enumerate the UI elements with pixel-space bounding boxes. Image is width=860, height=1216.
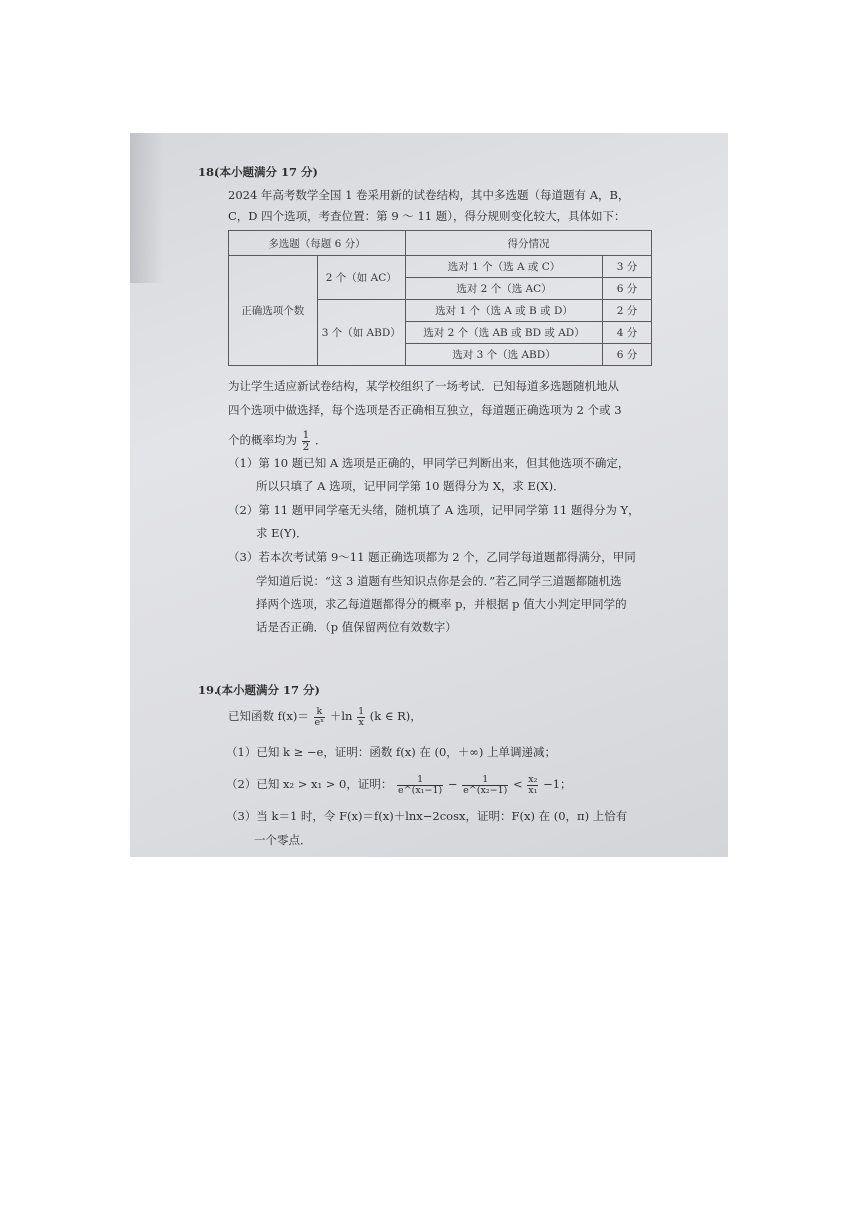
table-cell-score: 3 分 bbox=[603, 256, 652, 278]
q19-number: 19. bbox=[198, 683, 219, 697]
q18-para-line1: 为让学生适应新试卷结构，某学校组织了一场考试．已知每道多选题随机地从 bbox=[228, 379, 619, 393]
minus-sign: − bbox=[447, 777, 458, 791]
less-than-sign: < bbox=[512, 777, 523, 791]
table-cell-desc: 选对 2 个（选 AB 或 BD 或 AD） bbox=[406, 322, 603, 344]
table-row-label: 正确选项个数 bbox=[229, 256, 318, 366]
table-header-right: 得分情况 bbox=[406, 231, 652, 256]
q18-para-line3-pre: 个的概率均为 bbox=[228, 433, 297, 447]
q18-intro-line2: C，D 四个选项，考查位置：第 9 ～ 11 题），得分规则变化较大，具体如下： bbox=[228, 209, 626, 223]
table-group-3-correct: 3 个（如 ABD） bbox=[317, 300, 406, 366]
table-cell-score: 6 分 bbox=[603, 278, 652, 300]
table-cell-score: 2 分 bbox=[603, 300, 652, 322]
q18-sub3-line4: 话是否正确．（p 值保留两位有效数字） bbox=[256, 620, 457, 634]
q19-sub3-line1: （3）当 k＝1 时，令 F(x)＝f(x)＋lnx−2cosx，证明：F(x) 在 (0，π) 上恰有 bbox=[226, 809, 628, 823]
fraction-numerator: x₂ bbox=[528, 774, 538, 785]
fraction-k-over-ex bbox=[314, 707, 326, 727]
scoring-table bbox=[228, 230, 652, 366]
q18-para-line3 bbox=[228, 430, 327, 452]
table-cell-score: 4 分 bbox=[603, 322, 652, 344]
q18-para-line3-post: ． bbox=[315, 433, 327, 447]
q18-number: 18. bbox=[198, 165, 219, 179]
fraction-numerator: 1 bbox=[397, 775, 443, 786]
q19-sub2-post: −1； bbox=[543, 777, 572, 791]
q19-sub2-pre: （2）已知 x₂ > x₁ > 0，证明： bbox=[226, 777, 393, 791]
fraction-one-half bbox=[302, 430, 311, 452]
q18-sub2-line2: 求 E(Y)． bbox=[256, 526, 308, 540]
fraction-numerator: 1 bbox=[302, 429, 310, 441]
fraction-denominator: x₁ bbox=[528, 784, 538, 796]
fraction-denominator: e^(x₁−1) bbox=[398, 784, 443, 796]
q19-given bbox=[228, 707, 422, 727]
q19-sub3-line2: 一个零点． bbox=[254, 833, 312, 847]
q18-sub1-line1: （1）第 10 题已知 A 选项是正确的，甲同学已判断出来，但其他选项不确定， bbox=[228, 456, 630, 470]
table-cell-desc: 选对 2 个（选 AC） bbox=[406, 278, 603, 300]
q18-sub1-line2: 所以只填了 A 选项，记甲同学第 10 题得分为 X，求 E(X)． bbox=[256, 479, 565, 493]
q18-sub3-line2: 学知道后说：“这 3 道题有些知识点你是会的．”若乙同学三道题都随机选 bbox=[256, 574, 622, 588]
plus-ln: ＋ln bbox=[329, 709, 353, 723]
fraction-one-over-ex2 bbox=[462, 775, 508, 795]
q19-given-pre: 已知函数 f(x)＝ bbox=[228, 709, 309, 723]
fraction-denominator: 2 bbox=[302, 440, 310, 453]
q18-sub3-line1: （3）若本次考试第 9～11 题正确选项都为 2 个，乙同学每道题都得满分，甲同 bbox=[228, 550, 636, 564]
page-shadow bbox=[130, 133, 164, 283]
fraction-one-over-x bbox=[357, 707, 365, 727]
fraction-denominator: x bbox=[358, 716, 364, 728]
table-cell-desc: 选对 3 个（选 ABD） bbox=[406, 344, 603, 366]
q18-sub3-line3: 择两个选项，求乙每道题都得分的概率 p，并根据 p 值大小判定甲同学的 bbox=[256, 597, 627, 611]
fraction-numerator: k bbox=[314, 707, 326, 718]
q18-points: (本小题满分 17 分) bbox=[214, 165, 318, 179]
fraction-x2-over-x1 bbox=[527, 775, 538, 795]
fraction-numerator: 1 bbox=[358, 706, 365, 717]
fraction-denominator: e^(x₂−1) bbox=[463, 784, 508, 796]
table-header-left: 多选题（每题 6 分） bbox=[229, 231, 406, 256]
photographed-page bbox=[130, 133, 728, 857]
q19-given-post: (k ∈ R)， bbox=[369, 709, 422, 723]
q19-points: (本小题满分 17 分) bbox=[216, 683, 320, 697]
q18-intro-line1: 2024 年高考数学全国 1 卷采用新的试卷结构，其中多选题（每道题有 A，B， bbox=[228, 188, 630, 202]
fraction-denominator: eˣ bbox=[314, 716, 325, 728]
q19-sub1: （1）已知 k ≥ −e，证明：函数 f(x) 在 (0，＋∞) 上单调递减； bbox=[226, 745, 557, 759]
table-cell-desc: 选对 1 个（选 A 或 C） bbox=[406, 256, 603, 278]
table-cell-score: 6 分 bbox=[603, 344, 652, 366]
table-cell-desc: 选对 1 个（选 A 或 B 或 D） bbox=[406, 300, 603, 322]
q18-sub2-line1: （2）第 11 题甲同学毫无头绪，随机填了 A 选项，记甲同学第 11 题得分为 Y， bbox=[228, 503, 640, 517]
q19-sub2 bbox=[226, 775, 572, 795]
fraction-one-over-ex1 bbox=[397, 775, 443, 795]
q18-para-line2: 四个选项中做选择，每个选项是否正确相互独立，每道题正确选项为 2 个或 3 bbox=[228, 403, 622, 417]
fraction-numerator: 1 bbox=[462, 775, 508, 786]
table-group-2-correct: 2 个（如 AC） bbox=[317, 256, 406, 300]
